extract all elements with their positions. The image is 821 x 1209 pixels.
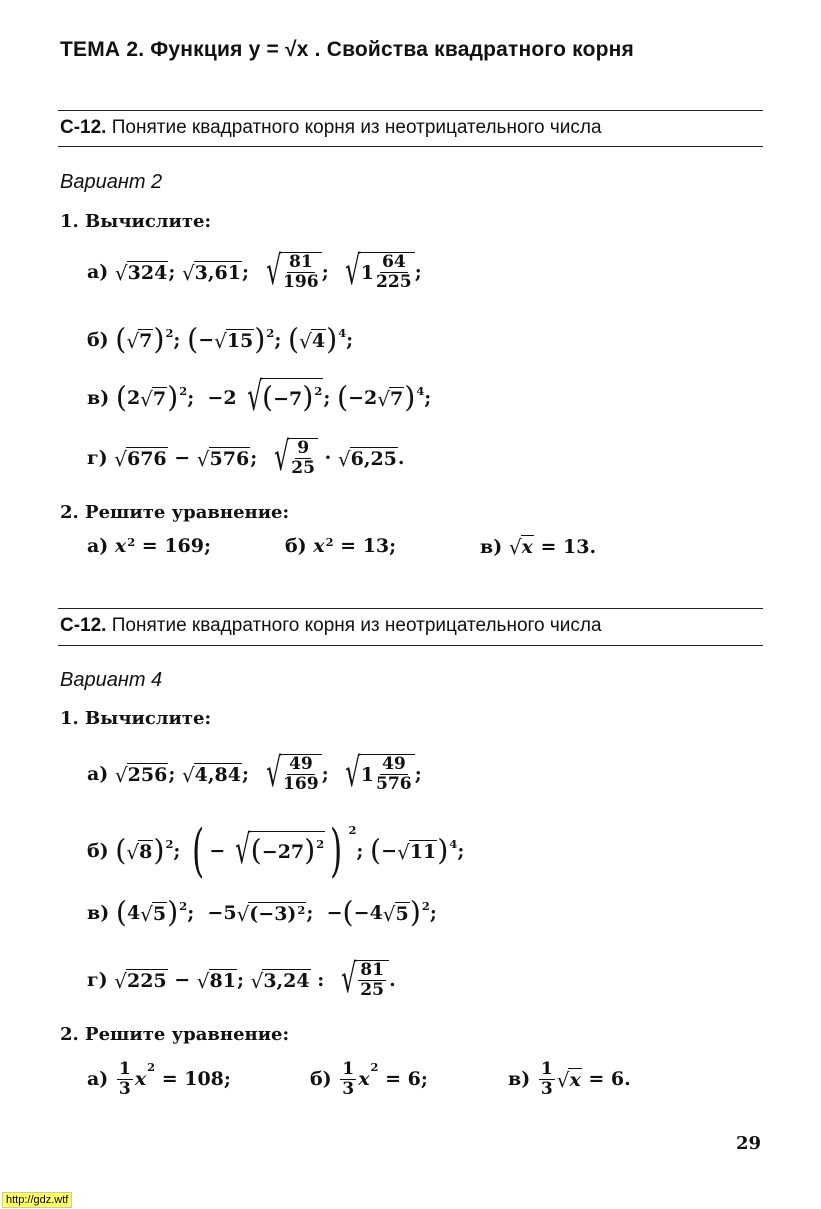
square-root <box>126 329 153 352</box>
right-paren: ) <box>153 833 165 867</box>
right-paren: ) <box>326 322 338 356</box>
exponent: 2 <box>165 836 174 851</box>
fraction <box>376 755 412 794</box>
radical-sign-icon: √ <box>140 901 153 926</box>
radical-sign-icon: √ <box>556 1067 570 1092</box>
radical-sign-icon: √ <box>126 328 140 353</box>
right-paren: ) <box>304 834 316 868</box>
math-text: − <box>381 840 398 862</box>
math-text: ; <box>173 840 188 862</box>
parenthesized-expression <box>115 322 174 356</box>
left-paren: ( <box>250 834 262 868</box>
radicand <box>248 902 306 925</box>
square-root <box>335 750 414 797</box>
radical-sign-icon: √ <box>273 434 290 481</box>
math-text: 15 <box>226 329 254 352</box>
math-text: 7 <box>389 387 404 410</box>
math-text: в) <box>87 902 116 924</box>
math-text: − <box>167 447 197 469</box>
math-text: г) <box>87 969 115 991</box>
square-root <box>256 750 322 797</box>
math-text: б) <box>87 840 116 862</box>
variant-label: Вариант 2 <box>60 171 163 193</box>
math-text: − <box>209 840 226 862</box>
radical-sign-icon: √ <box>114 446 127 471</box>
radicand <box>127 763 169 786</box>
radicand <box>355 960 389 1000</box>
square-root <box>256 248 322 295</box>
left-paren: ( <box>115 833 127 867</box>
radicand <box>194 763 242 786</box>
denominator: 225 <box>376 272 412 292</box>
denominator: 25 <box>291 458 316 478</box>
fraction <box>283 755 319 794</box>
math-text: 5 <box>395 902 409 925</box>
variable: x <box>313 535 325 557</box>
math-text: б) <box>87 329 116 351</box>
radicand <box>262 969 310 992</box>
numerator: 81 <box>288 252 313 273</box>
math-text: = 13. <box>533 535 597 558</box>
math-text: в) <box>87 387 116 409</box>
math-text: а) <box>87 763 115 785</box>
radical-sign-icon: √ <box>508 535 522 560</box>
math-text: 225 <box>126 969 167 992</box>
section-title: Понятие квадратного корня из неотрицательного числа <box>111 615 602 636</box>
radicand <box>409 840 437 863</box>
square-root <box>140 902 167 925</box>
variant-label: Вариант 4 <box>60 669 163 691</box>
math-text: г) <box>87 447 115 469</box>
right-paren: ) <box>167 380 179 414</box>
right-paren: ) <box>153 322 165 356</box>
denominator: 3 <box>118 1078 131 1099</box>
radicand <box>138 840 153 863</box>
radical-sign-icon: √ <box>235 827 251 874</box>
math-text: = 13; <box>333 535 397 557</box>
radicand <box>126 447 168 470</box>
math-text: ; <box>321 763 336 785</box>
math-text: − <box>167 969 197 991</box>
math-text: 676 <box>126 447 167 470</box>
parenthesized-expression <box>287 322 347 356</box>
left-paren: ( <box>192 817 205 884</box>
divider <box>58 146 763 147</box>
radical-sign-icon: √ <box>341 956 357 1003</box>
radical-sign-icon: √ <box>181 260 195 285</box>
radicand <box>209 447 251 470</box>
math-text: 3,61 <box>194 261 241 284</box>
math-text: 11 <box>409 840 437 863</box>
numerator: 81 <box>360 960 385 981</box>
section-code: С-12. <box>60 615 107 636</box>
math-text: ; −2 <box>187 387 237 409</box>
square-root <box>237 902 307 925</box>
right-paren: ) <box>404 380 416 414</box>
fraction <box>340 1060 356 1099</box>
math-text: ; <box>457 840 465 862</box>
fraction <box>117 1060 133 1099</box>
radicand <box>360 754 415 794</box>
radicand <box>152 902 167 925</box>
exponent: 2 <box>316 837 325 852</box>
equation <box>87 1060 231 1099</box>
left-paren: ( <box>115 380 127 414</box>
variable: x <box>521 536 533 558</box>
section-heading <box>60 615 602 637</box>
numerator: 64 <box>381 252 406 273</box>
radicand <box>360 252 415 292</box>
radical-sign-icon: √ <box>265 248 282 295</box>
math-text: = 6; <box>378 1068 428 1091</box>
math-text: ; − <box>306 902 343 924</box>
math-text: 5 <box>152 902 167 925</box>
radical-sign-icon: √ <box>181 762 195 787</box>
task-1-label: 1. Вычислите: <box>60 211 212 232</box>
square-root <box>197 969 237 992</box>
left-paren: ( <box>336 380 349 414</box>
radical-sign-icon: √ <box>114 260 128 285</box>
radicand <box>280 252 322 292</box>
left-paren: ( <box>370 833 382 867</box>
radicand <box>194 261 242 284</box>
radicand <box>152 387 167 410</box>
parenthesized-expression <box>250 834 325 868</box>
radical-sign-icon: √ <box>246 374 262 421</box>
variable: x <box>358 1068 370 1091</box>
square-root <box>115 763 168 786</box>
parenthesized-expression <box>262 381 323 415</box>
math-text: 8 <box>139 840 153 863</box>
left-paren: ( <box>187 322 199 356</box>
equation <box>285 535 396 557</box>
math-text: 4 <box>311 329 326 352</box>
variable: x <box>134 1068 147 1091</box>
math-text: −7 <box>273 387 303 410</box>
radical-sign-icon: √ <box>397 839 410 864</box>
radicand <box>261 378 323 418</box>
math-text: = 6. <box>581 1068 631 1091</box>
right-paren: ) <box>437 833 449 867</box>
math-row <box>87 958 396 1002</box>
square-root <box>126 840 153 863</box>
denominator: 196 <box>283 272 319 292</box>
exponent: 2 <box>165 325 174 340</box>
right-paren: ) <box>409 895 421 929</box>
exponent: 2 <box>348 822 357 837</box>
radical-sign-icon: √ <box>345 750 361 797</box>
math-text: (−3) <box>249 902 297 925</box>
equation <box>480 535 596 558</box>
square-root <box>557 1068 582 1091</box>
math-text: а) <box>87 535 115 557</box>
denominator: 576 <box>376 774 412 794</box>
radicand <box>127 261 169 284</box>
numerator: 1 <box>540 1059 553 1079</box>
math-text: б) <box>310 1068 339 1091</box>
square-root <box>182 261 242 284</box>
math-text: · <box>318 447 338 469</box>
math-row <box>87 320 353 360</box>
square-root <box>237 374 324 421</box>
right-paren: ) <box>330 817 343 884</box>
square-root <box>383 902 410 925</box>
exponent: 2 <box>325 535 334 549</box>
math-text: 324 <box>127 261 168 284</box>
parenthesized-expression <box>115 833 174 867</box>
math-text: ; <box>173 329 188 351</box>
radical-sign-icon: √ <box>236 901 250 926</box>
numerator: 9 <box>297 438 310 459</box>
square-root <box>509 535 534 558</box>
radical-sign-icon: √ <box>126 839 140 864</box>
radicand <box>280 754 322 794</box>
square-root <box>397 840 437 863</box>
parenthesized-expression <box>187 322 275 356</box>
parenthesized-expression <box>187 817 357 884</box>
divider <box>58 608 763 609</box>
radicand <box>209 969 237 992</box>
left-paren: ( <box>115 322 127 356</box>
math-text: 7 <box>139 329 153 352</box>
exponent: 2 <box>147 1060 156 1074</box>
math-text: ; <box>241 763 256 785</box>
task-2-label: 2. Решите уравнение: <box>60 1024 290 1045</box>
parenthesized-expression <box>342 895 430 929</box>
denominator: 169 <box>283 774 319 794</box>
square-root <box>377 387 404 410</box>
math-text: 6,25 <box>350 447 397 470</box>
equation <box>87 535 211 557</box>
math-text: ; <box>414 261 422 283</box>
divider <box>58 645 763 646</box>
math-text: ; −5 <box>187 902 237 924</box>
radical-sign-icon: √ <box>114 762 128 787</box>
exponent: 2 <box>314 384 323 399</box>
math-text: ; <box>323 387 337 409</box>
radicand <box>288 438 318 478</box>
radical-sign-icon: √ <box>114 968 127 993</box>
section-heading <box>60 117 602 139</box>
math-text: . <box>397 447 405 469</box>
square-root <box>225 827 325 874</box>
fraction <box>539 1060 555 1099</box>
exponent: 4 <box>449 836 458 851</box>
task-1-label: 1. Вычислите: <box>60 708 212 729</box>
radicand <box>568 1068 581 1091</box>
left-paren: ( <box>115 895 127 929</box>
section-code: С-12. <box>60 117 107 138</box>
section-title: Понятие квадратного корня из неотрицательного числа <box>111 117 602 138</box>
math-text: ; <box>168 261 182 283</box>
math-text: ; <box>356 840 371 862</box>
radical-sign-icon: √ <box>337 446 351 471</box>
math-text: −2 <box>348 387 378 409</box>
radicand <box>311 329 326 352</box>
math-text: 2 <box>126 387 141 409</box>
math-text: ; <box>250 447 264 469</box>
numerator: 49 <box>381 754 406 775</box>
math-text: : <box>310 969 331 991</box>
numerator: 1 <box>118 1059 131 1079</box>
exponent: 2 <box>179 383 188 398</box>
radicand <box>226 329 254 352</box>
math-text: ; <box>414 763 422 785</box>
square-root <box>214 329 254 352</box>
math-row <box>87 893 437 933</box>
numerator: 1 <box>342 1059 355 1079</box>
math-text: 4,84 <box>194 763 241 786</box>
left-paren: ( <box>262 381 274 415</box>
radicand <box>250 831 326 871</box>
fraction <box>376 253 412 292</box>
square-root <box>335 248 414 295</box>
math-text: а) <box>87 1068 115 1091</box>
math-text: ; <box>274 329 288 351</box>
radical-sign-icon: √ <box>250 968 264 993</box>
math-row <box>87 817 465 884</box>
math-text: в) <box>480 535 509 558</box>
radicand <box>126 969 168 992</box>
square-root <box>299 329 326 352</box>
exponent: 4 <box>416 383 425 398</box>
variable: x <box>114 535 127 557</box>
exponent: 2 <box>297 902 306 917</box>
radicand <box>138 329 153 352</box>
fraction <box>358 961 386 1000</box>
parenthesized-expression <box>370 833 458 867</box>
exponent: 2 <box>179 898 188 913</box>
math-text: ; <box>236 969 251 991</box>
math-text: 576 <box>209 447 250 470</box>
task-2-label: 2. Решите уравнение: <box>60 502 290 523</box>
math-text: 1 <box>360 261 374 284</box>
numerator: 49 <box>288 754 313 775</box>
denominator: 3 <box>540 1078 553 1099</box>
square-root <box>197 447 250 470</box>
exponent: 2 <box>370 1060 379 1074</box>
radical-sign-icon: √ <box>382 901 396 926</box>
right-paren: ) <box>167 895 179 929</box>
left-paren: ( <box>342 895 354 929</box>
right-paren: ) <box>302 381 314 415</box>
parenthesized-expression <box>115 895 188 929</box>
math-text: −27 <box>261 840 305 863</box>
math-text: 3,24 <box>263 969 310 992</box>
math-text: б) <box>285 535 314 557</box>
math-text: ; <box>346 329 354 351</box>
math-text: ; <box>424 387 432 409</box>
radical-sign-icon: √ <box>196 446 210 471</box>
exponent: 2 <box>127 535 136 549</box>
radicand <box>350 447 398 470</box>
math-text: ; <box>321 261 336 283</box>
fraction <box>283 253 319 292</box>
math-text: 1 <box>360 763 374 786</box>
radical-sign-icon: √ <box>345 248 361 295</box>
page-title: ТЕМА 2. Функция y = √x . Свойства квадратного корня <box>60 38 634 61</box>
parenthesized-expression <box>336 380 425 414</box>
math-text: 81 <box>209 969 236 992</box>
math-text: = 108; <box>155 1068 231 1091</box>
square-root <box>331 956 389 1003</box>
exponent: 4 <box>338 325 347 340</box>
square-root <box>115 261 168 284</box>
square-root <box>114 447 167 470</box>
fraction <box>291 439 315 478</box>
square-root <box>264 434 318 481</box>
math-text: 4 <box>126 902 141 924</box>
radical-sign-icon: √ <box>377 386 390 411</box>
denominator: 25 <box>360 980 385 1000</box>
exponent: 2 <box>266 325 275 340</box>
math-row <box>87 436 405 480</box>
square-root <box>338 447 398 470</box>
math-text: . <box>389 969 396 991</box>
square-root <box>114 969 167 992</box>
math-text: 7 <box>152 387 167 410</box>
math-text: = 169; <box>135 535 212 557</box>
radicand <box>389 387 404 410</box>
variable: x <box>569 1068 581 1091</box>
math-row <box>87 752 422 796</box>
right-paren: ) <box>254 322 266 356</box>
math-text: а) <box>87 261 115 283</box>
math-text: ; <box>241 261 256 283</box>
math-row <box>87 374 432 421</box>
parenthesized-expression <box>115 380 188 414</box>
page-number: 29 <box>735 1133 761 1154</box>
radicand <box>521 535 534 558</box>
math-text: в) <box>508 1068 537 1091</box>
footer-link[interactable]: http://gdz.wtf <box>2 1192 72 1208</box>
square-root <box>182 763 242 786</box>
divider <box>58 110 763 111</box>
square-root <box>251 969 311 992</box>
denominator: 3 <box>342 1078 355 1099</box>
equation <box>310 1060 428 1099</box>
math-row <box>87 250 422 294</box>
math-text: − <box>198 329 215 351</box>
math-text: ; <box>429 902 437 924</box>
radical-sign-icon: √ <box>214 328 227 353</box>
math-text: ; <box>168 763 182 785</box>
radical-sign-icon: √ <box>196 968 210 993</box>
radical-sign-icon: √ <box>140 386 153 411</box>
square-root <box>140 387 167 410</box>
left-paren: ( <box>287 322 300 356</box>
math-text: −4 <box>353 902 383 924</box>
exponent: 2 <box>421 898 430 913</box>
radical-sign-icon: √ <box>299 328 312 353</box>
radical-sign-icon: √ <box>265 750 282 797</box>
equation <box>508 1060 631 1099</box>
math-text: 256 <box>127 763 168 786</box>
radicand <box>395 902 410 925</box>
